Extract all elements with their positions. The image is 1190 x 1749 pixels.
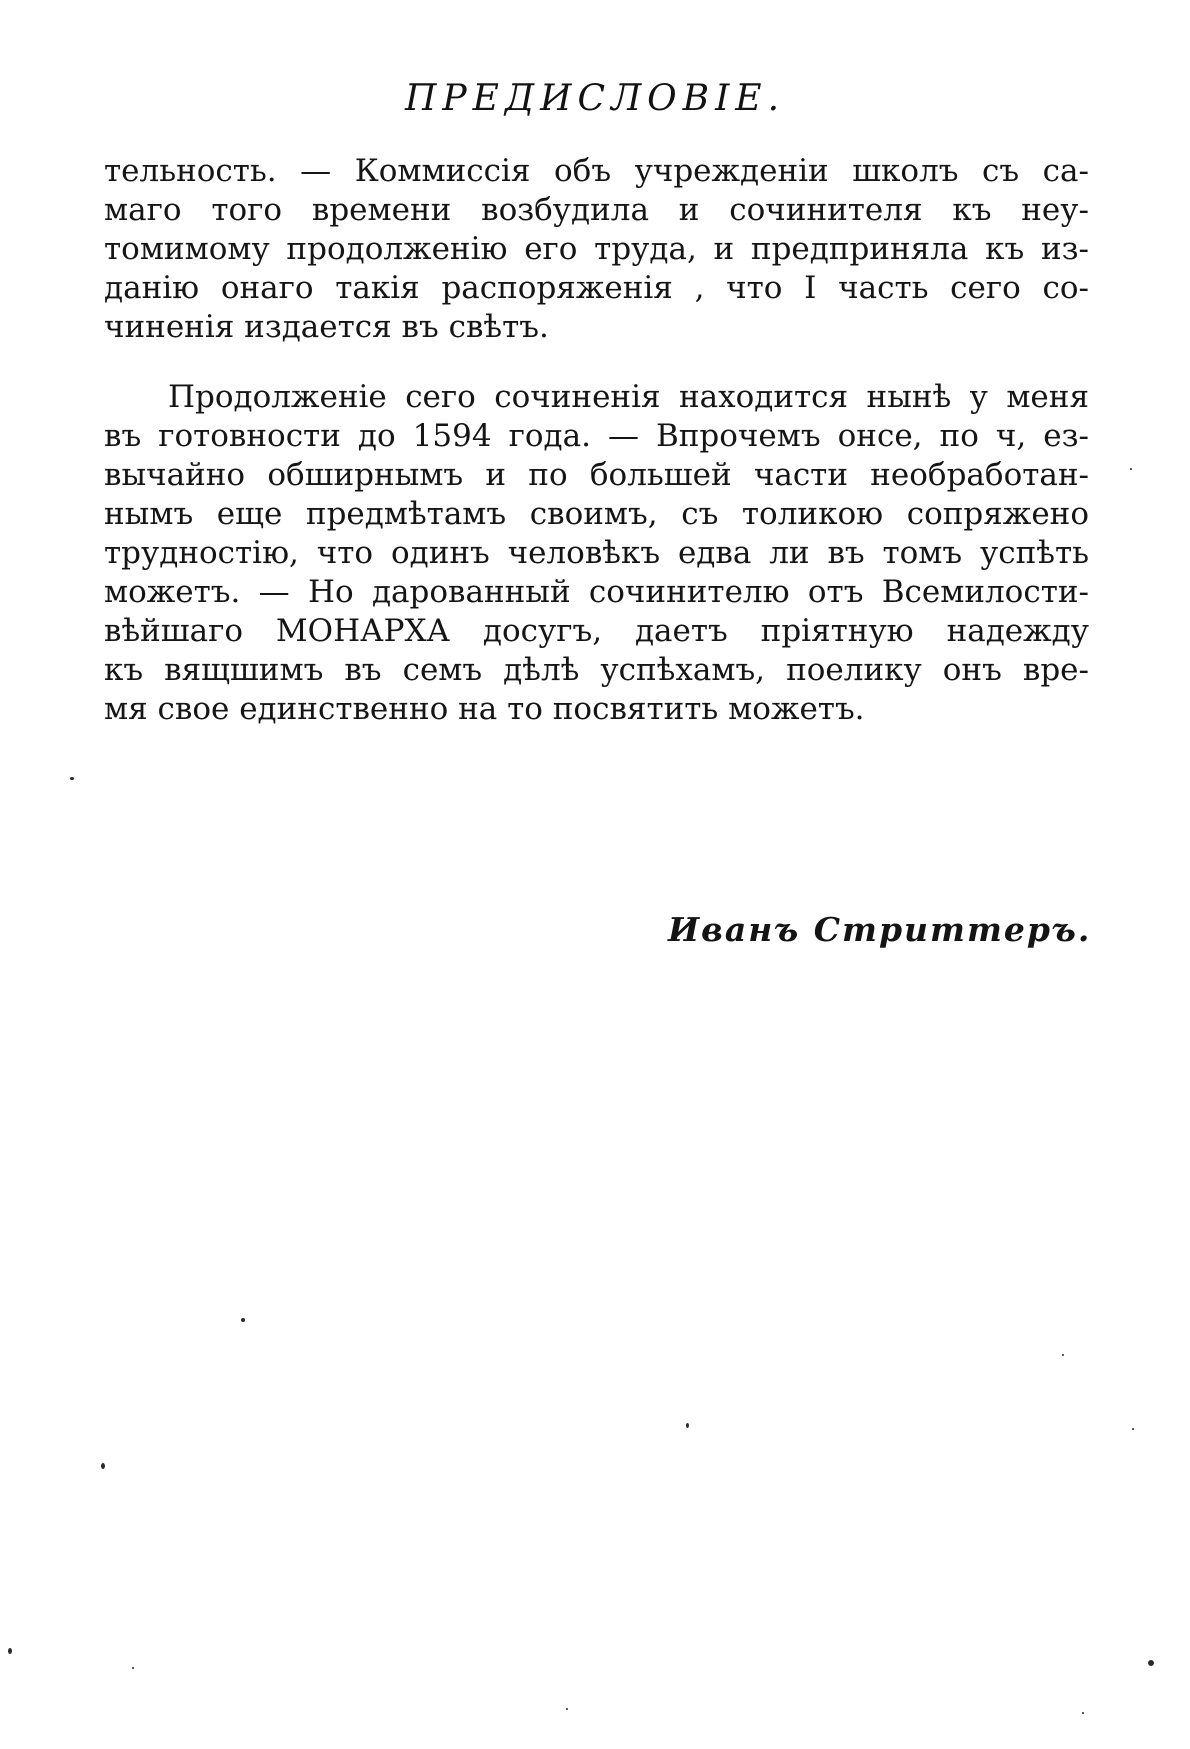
text-line: вѣйшаго МОНАРХА досугъ, даетъ пріятную надежду (104, 613, 1089, 649)
text-line: въ готовности до 1594 года. — Впрочемъ онсе, по ч, ез- (104, 418, 1089, 454)
text-line: нымъ еще предмѣтамъ своимъ, съ толикою сопряжено (104, 496, 1089, 532)
ink-speck (566, 1708, 568, 1710)
text-line: вычайно обширнымъ и по большей части необработан- (104, 457, 1089, 493)
text-line: томимому продолженію его труда, и предприняла къ из- (104, 231, 1089, 267)
text-line: къ вящшимъ въ семъ дѣлѣ успѣхамъ, поелику онъ вре- (104, 652, 1089, 688)
text-line: маго того времени возбудила и сочинителя къ неу- (104, 192, 1089, 228)
text-line: чиненія издается въ свѣтъ. (104, 309, 549, 345)
ink-speck (1082, 1712, 1084, 1714)
author-signature: Иванъ Стриттеръ. (668, 910, 1092, 949)
ink-speck (70, 777, 74, 780)
text-line: трудностію, что одинъ человѣкъ едва ли въ томъ успѣть (104, 535, 1089, 571)
text-line: мя свое единственно на то посвятить можетъ. (104, 691, 865, 727)
ink-speck (1148, 1660, 1154, 1666)
paragraph-2 (104, 378, 1089, 729)
text-line: тельность. — Коммиссія объ учрежденіи школъ съ са- (104, 153, 1089, 189)
paragraph-1 (104, 152, 1089, 347)
ink-speck (132, 1667, 134, 1669)
ink-speck (241, 1318, 245, 1322)
page-heading: ПРЕДИСЛОВІЕ. (404, 78, 786, 119)
ink-speck (1130, 468, 1132, 470)
text-line: данію онаго такія распоряженія , что I часть сего со- (104, 270, 1089, 306)
text-line: можетъ. — Но дарованный сочинителю отъ Всемилости- (104, 574, 1089, 610)
ink-speck (101, 1463, 105, 1469)
ink-speck (8, 1648, 12, 1654)
text-line: Продолженіе сего сочиненія находится нынѣ у меня (168, 379, 1089, 415)
ink-speck (1062, 1354, 1064, 1356)
ink-speck (686, 1423, 689, 1428)
ink-speck (1132, 1428, 1134, 1430)
